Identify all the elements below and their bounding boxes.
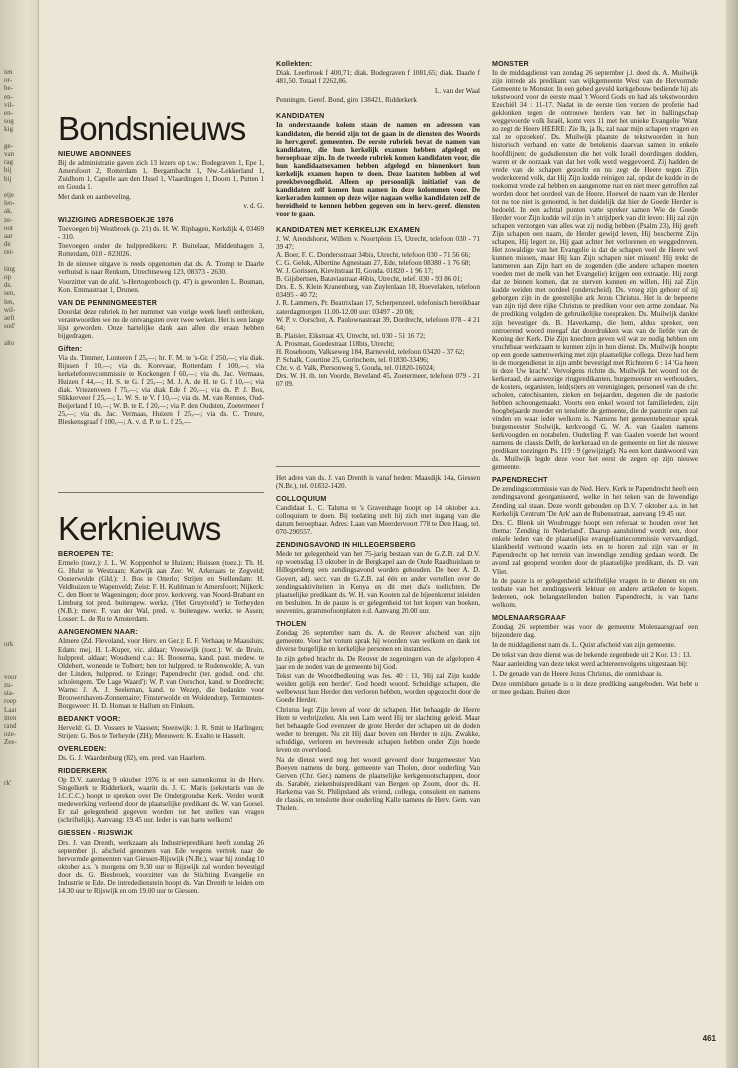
kandidaat-entry: B. Gijsbertsen, Bataviastraat 46bis, Utrecht, telef. 030 - 93 86 01; <box>276 275 463 284</box>
tholen-heading: THOLEN <box>276 619 307 628</box>
adresboekje-text-3: In de nieuwe uitgave is reeds opgenomen dat ds. A. Tromp te Daarle verhuisd is naar Renkum, Utrechtseweg 123, 08373 - 2630. <box>58 259 264 276</box>
monster-text: In de middagdienst van zondag 26 september j.l. deed ds. A. Muilwijk zijn intrede als predikant van wijkgemeente West van de Hervormde Gemeente te Monster. In een gebed gevuld kerkgebouw bediende hij als tekstwoord voor de eerste maal 't Woord Gods en had als tekstwoorden Ezechiël 34 : 11-17. Nadat in de eerste tien verzen de profetie had geklonken tegen de ontrouwe herders van het in ballingschap weggevoerde volk Israël, komt vers 11 met het unieke Evangelie 'Want zo zegt de Heere HEERE: Zie Ik, ja Ik, zal naar mijn schapen vragen en zal ze opzoeken'. Ds. Muilwijk plaatste de tekstwoorden in hun historisch verband en vatte de betekenis daarvan samen in enkele hoofdlijnen: de godsdiensten die het volk Israël doordingen dodden, waren er de oorzaak van dat het volk werd weggevoerd. Zij hadden de vrede van de schapen gezocht en nu zegt de Heere tegen Zijn wederkerend volk, dat Hij Zijn kudde reinigen zal, opdat de kudde in de toekomst vrede zal hebben en aangenome rust en niet meer getroffen zal worden door het oordeel van de Heere. Hoewel de naam van de Herder tot nu toe niet is genoemd, is het duidelijk dat hier de Goede Herder is bedoeld. In een achttal punten vatte spreker samen Wie de Goede Herder voor Zijn kudde wil zijn in 't strijdperk van dit leven: Hij zal zijn schapen verzorgen van alles wat zij nodig hebben (Psalm 23), Hij geeft Zijn schapen een naam, de Herder gewijd leven, Hij beschermt Zijn schapen, Hij legert ze, Hij gaat achter het verlorenen en weggedreven. Het zowaldige van het Evangelie is dat de schapen veel de Heere wel kunnen missen, maar Hij kan Zijn schapen niet missen! Hij trekt de lammeren aan Zijn hart en de zogenden (die andere schapen moeten voeden met de melk van het Evangelie) krijgen een extraatje. Hij zorgt dat ze binnen komen, dat ze sterven kunnen en willen, Hij zal Zijn kudde weiden met oordeel (onderscheid). Ds. vroeg zijn gehoor of zij geborgen zijn in de geestelijke ark Jezus Christus. Het is de bepeerte van zijn tijd dere rijke Christus te prediken voor een arme zondaar. Na de prediking volgden de gebruikelijke toespraken. Ds. Muilwijk dankte zijn bevestiger ds. B. Haverkamp, die hem, aldus spreker, een ontroerend woord meegaf dat doordrukken was van de liefde van de Koning der Kerk. Die Zijn knechten geven wil wat ze nodig hebben om vruchtbaar werkzaam te kunnen zijn in hun dienst. Ds. Muilwijk hoopte op een goede samenwerking met zijn plaatselijke collega. Deze had hem in de morgendienst in zijn ambt bevestigd met Richteren 6 : 14 'Ga heen in deze Uw kracht'. Vervolgens richtte ds. Muilwijk het woord tot de kerkeraad, de aanwezige ringpredikanten, burgemeester en wethouders, de kosters, organisten, leid(st)ers en verenigingen, personeel van de chr. scholen, catechisanten, zieken en bejaarden, degenen die de pastorie hebben schoongemaakt. Voorts een enkel woord tot familieleden, zijn hoogbejaarde moeder en tenslotte de gemeente, die de pastorie open zal vinden en waar ieder welkom is. Namens het gemeentebestuur sprak burgemeester Stolwijk, kerkvoogd G. W. A. van Gaalen namens kerkvoogden en notabelen. Ouderling P. van Gaalen voerde het woord namens de classis Delft, de kerkeraad en de gemeente en liet de nieuwe predikant toezingen Ps. 119 : 9 (gewijzigd). Na een kort dankwoord van ds. Muilwijk legde deze voor het eerst de zegen op zijn nieuwe gemeente. <box>492 69 698 472</box>
molenaarsgraaf-text-4: Naar aanleiding van deze tekst werd achtereenvolgens uitgestaan bij: <box>492 660 688 669</box>
molenaarsgraaf-text-3: De tekst van deze dienst was de bekende zegenbede uit 2 Kor. 13 : 13. <box>492 650 692 659</box>
kandidaat-entry: W. P. v. Oorschot, A. Paulownastraat 39, Dordrecht, telefoon 078 - 4 21 64; <box>276 315 480 332</box>
collecten-sign: L. van der Waal <box>435 86 480 95</box>
collecten-heading: Kollekten: <box>276 60 313 68</box>
kandidaat-entry: B. Plaisier, Eikstraat 43, Utrecht, tel. 030 - 51 16 72; <box>276 331 426 340</box>
middle-lower-column <box>276 474 480 1034</box>
kandidaat-entry: Drs. W. H. th. ten Voorde, Beveland 45, Zoetermeer, telefoon 079 - 21 07 09. <box>276 371 480 388</box>
bedankt-text: Herveld: G. D. Vossers te Vaassen; Steenwijk: J. R. Smit te Harlingen; Strijen: G. Bos te Terheyde (ZH); Meeuwen: K. Exalto te Hasselt. <box>58 723 264 740</box>
kandidaat-entry: C. G. Geluk, Albertine Agnestaan 27, Ede, telefoon 08380 - 1 76 68; <box>276 259 471 268</box>
kandidaten-list <box>276 235 480 388</box>
papendrecht-text-2: Drs. C. Blenk uit Woubrugge hoopt een referaat te houden over het thema: 'Zending in Nederland'. Daarop aansluitend wordt een, door enkele leden van de plaatselijke evangelisatiecommissie vervaardigd, klankbeeld vertoond waarin iets en te horen zal zijn van er in Papendrecht op het terrein van inwendige zending gedaan wordt. De avond zal geopend worden door de plaatselijke predikant, ds. D. van Vliet. <box>492 519 698 576</box>
giessen-heading: GIESSEN - RIJSWIJK <box>58 829 133 838</box>
kandidaten-column <box>276 60 480 460</box>
zending-text: Mede ter gelegenheid van het 75-jarig bestaan van de G.Z.B. zal D.V. op woensdag 13 oktober in de Bergkapel aan de Oude Raadhuislaan te Hillegersberg een zendingsavond worden gehouden. De heer A. D. Goyert, adj. secr. van de G.Z.B. zal één en ander vertellen over de zendingsaktiviteiten in Kenya en dit met dia's toelichten. De plaatselijke predikant ds. W. H. van Kooten zal de bijeenkomst inleiden en besluiten. In de pauze is er gelegenheid tot het kopen van boeken, souvenirs, grammofoonplaten e.d. Aanvang 20.00 uur. <box>276 550 480 615</box>
tholen-text-2: In zijn gebed bracht ds. De Reuver de zegeningen van de afgelopen 4 jaar en de noden van de gemeente bij God. <box>276 654 480 671</box>
monster-heading: MONSTER <box>492 60 529 68</box>
page-spine <box>0 0 39 1068</box>
bondsnieuws-column <box>58 112 264 490</box>
page-number: 461 <box>702 1034 716 1043</box>
papendrecht-text-3: In de pauze is er gelegenheid schriftelijke vragen in te dienen en om tenbate van het zendingswerk lektuur en andere artikelen te kopen. Iedereen, ook belangstellenden buiten Papendrecht, is van harte welkom. <box>492 577 698 610</box>
abonnees-thanks: Met dank en aanbeveling. <box>58 192 132 201</box>
giften-text: Via ds. Timmer, Lunteren f 25,—; hr. F. M. te 's-Gr. f 250,—; via diak. Rijssen f 10,—; via ds. Korevaar, Rotterdam f 100,—; via kerkelefoonvcommissie te Kockengen f 60,—; via ds. Jac. Vermaas, Huizen f 44,—; H. S. te G. f 25,—; M. J. A. de H. te G. f 10,—; via diak. Vriezenveen f 75,—; via diak Ede f 20,—; via ds. P. J. Bos, Slikkerveer f 25,—; L. W. S. te V. f 10,—; via ds. M. van Rennes, Oud-Beijerland f 10,—; W. B. te E. f 20,—; via P. den Oudsten, Zoetermeer f 25,—; via ds. Jac. Vermaas, Huizen f 25,—; via ds. C. Treure, Bleskensgraaf f 100,—; A. v. d. P. te L. f 25,— <box>58 354 264 427</box>
papendrecht-heading: PAPENDRECHT <box>492 476 548 485</box>
kerknieuws-title: Kerknieuws <box>58 512 221 547</box>
zending-heading: ZENDINGSAVOND IN HILLEGERSBERG <box>276 541 416 550</box>
kandidaat-entry: J. R. Lammers, Pr. Beatrixlaan 17, Scherpenzeel, telefonisch bereikbaar zaterdagmorgen 11.00-12.00 uur: 03497 - 20 08; <box>276 299 480 316</box>
bondsnieuws-title: Bondsnieuws <box>58 112 246 147</box>
aangenomen-text: Almere (Zd. Flevoland, voor Herv. en Ger.): E. F. Verhaaq te Maassluis; Edam: mej. H. I.-Kuper, vic. aldaar; Vreeswijk (toez.): W. de Bruin, hulppred. aldaar; Woudsend c.a.: H. Boosema, kand. past. medew. te Oldebert, wonende te Tolbert; ben tot hulppred. te Rodenwolde; A. van der Linden, hulppred. te Ezinge; Papendrecht (ter. godsd. ond. chr. scholengem. 'De Lage Waard'): W. P. van Oorschot, kand. te Dordrecht; Warns: J. A. J. Seeleman, kand. te Wezep, die bedankte voor Brouwershaven-Zonnemaire; Finsterwolde en Woldendorp, Termunten-Borgsweer: H. D. Homan te Hallum en Finkum. <box>58 637 264 710</box>
kandidaat-entry: J. W. Arendshorst, Willem v. Noortplein 15, Utrecht, telefoon 030 - 71 39 47; <box>276 235 480 252</box>
molenaarsgraaf-text-5: 1. De genade van de Heere Jezus Christus, die onmisbaar is. <box>492 669 663 678</box>
adresboekje-text-2: Toevoegen onder de hulppredikers: P. Buitelaar, Middenhagen 3, Rotterdam, 010 - 823026. <box>58 242 264 259</box>
kandidaat-entry: A. Boer, F. C. Dondersstraat 34bis, Utrecht, telefoon 030 - 71 56 66; <box>276 251 471 260</box>
ridderkerk-text: Op D.V. zaterdag 9 oktober 1976 is er een samenkomst in de Herv. Singelkerk te Ridderkerk, waarin ds. J. C. Maris (sekretaris van de I.C.C.C.) hoopt te spreken over De Ondergrondse Kerk. Verder wordt medewerking verleend door de plaatselijke predikant ds. W. van Gorsel. Er zal gelegenheid gegeven worden tot het stellen van vragen (schriftelijk). Aanvang: 19.45 uur. Ieder is van harte welkom! <box>58 776 264 825</box>
section-divider-middle <box>276 466 480 467</box>
giften-heading: Giften: <box>58 344 83 353</box>
kandidaat-entry: Chr. v. d. Valk, Piersonweg 5, Gouda, tel. 01820-16024; <box>276 363 435 372</box>
beroepen-text: Ermelo (toez.): J. L. W. Koppenhol te Huizen; Huissen (toez.): Th. H. G. Hulst te Westzaan; Katwijk aan Zee: W. Arkeraats te Zegveld; Oosterwolde (Gld.): J. Bos te Otterlo; Strijen en Stellendam: H. Veldhuizen te Wapenveld; Zeist: F. H. Kuhlman te Amersfoort; Nijkerk: C. den Boer te Wageningen; door prov. kerkverg. van Noord-Brabant en Limburg tot pred. buitengew. werkz. ('Het Gruytveld') te Terheyden (N.B.): mevr. F. van der Wal, pred. v. buitengew. werkz. te Assen; Losser: L. de Ru te Amsterdam. <box>58 559 264 624</box>
adresboekje-text-4: Voorzitter van de afd. 's-Hertogenbosch (p. 47) is geworden L. Bosman, Kon. Emmastraat 1, Drunen. <box>58 277 264 294</box>
right-column <box>492 60 698 1032</box>
abonnees-text: Bij de administratie gaven zich 13 lezers op t.w.: Bodegraven 1, Epe 1, Amersfoort 2, Rotterdam 1, Bergambacht 1, Nw.-Lekkerland 1, Zuidhorn 1, Capelle aan den IJssel 1, Vlaardingen 1, Doorn 1, Putten 1 en Gouda 1. <box>58 159 264 192</box>
kandidaat-entry: P. Schalk, Courtine 25, Gorinchem, tel. 01830-33496; <box>276 355 429 364</box>
page-right-edge <box>726 0 738 1068</box>
kandidaten-examen-heading: KANDIDATEN MET KERKELIJK EXAMEN <box>276 226 421 235</box>
adresboekje-text-1: Toevoegen bij Westbroek (p. 21) ds. H. W. Riphagen, Kerkdijk 4, 03469 - 310. <box>58 224 264 241</box>
bedankt-heading: BEDANKT VOOR: <box>58 714 121 723</box>
tholen-text-5: Na de dienst werd nog het woord gevoerd door burgemeester Van Boeyen namens de burg. gemeente van Tholen, door ouderling Van Gerven (Chr. Ger.) namens de plaatselijke kerkgenootschappen, door ds. Sarabèr, ziekenhuispredikant van Bergen op Zoom, door ds. H. Harkema van St. Philipsland als vriend, collega, consulent en namens de classis, en tenslotte door ouderling Kalle namens de Herv. Gem. van Tholen. <box>276 755 480 813</box>
ridderkerk-heading: RIDDERKERK <box>58 767 108 776</box>
aangenomen-heading: AANGENOMEN NAAR: <box>58 628 139 637</box>
spine-fragment-bottom: ork voor zu- sta- roep Laat itten rand oze- Zee- rk' <box>4 640 17 788</box>
giessen-text: Drs. J. van Drenth, werkzaam als Industriepredikant heeft zondag 26 september jl. afscheid genomen van Ede wegens vertrek naar de hervormde gemeenten van Giessen-Rijswijk (N.Br.), waar hij zondag 10 oktober a.s. 's morgens om 9.30 uur te Rijswijk zal worden bevestigd door ds. G. Biesbroek, voorzitter van de Stichting Evangelie en Industrie te Ede. De intrededienstein hoopt ds. Van Drenth te leiden om 14.30 uur te Rijswijk en om 19.00 uur te Giessen. <box>58 838 264 895</box>
kandidaat-entry: H. Roseboom, Valkseweg 184, Barneveld, telefoon 03420 - 37 62; <box>276 347 465 356</box>
overleden-text: Ds. G. J. Waardenburg (82), em. pred. van Haarlem. <box>58 754 206 763</box>
collecten-address: Penningm. Geref. Bond, giro 138421, Ridderkerk <box>276 96 417 105</box>
tholen-text-3: Tekst van de Woordbediening was Jes. 40 : 11, 'Hij zal Zijn kudde weiden gelijk een herder'. God hoedt woord. Schuldige schapen, die welbewust hun Herder den verloren hebben, worden opgezocht door de Goede Herder. <box>276 672 480 705</box>
penningmeester-heading: VAN DE PENNINGMEESTER <box>58 298 158 307</box>
giessen-address: Het adres van ds. J. van Drenth is vanaf heden: Maasdijk 14a, Giessen (N.Br.), tel. 01832-1420. <box>276 474 480 491</box>
kerknieuws-column <box>58 512 264 1032</box>
spine-fragment-top: ien or- be- en- vil- en- sog kig ge- van rag bij bij etje leo- ak. ze- oot aar de rer- ting op ds. sen, len, wil- aeft sod' alto <box>4 68 16 347</box>
molenaarsgraaf-text-1: Zondag 26 september was voor de gemeente Molenaarsgraaf een bijzondere dag. <box>492 623 698 640</box>
adresboekje-heading: WIJZIGING ADRESBOEKJE 1976 <box>58 215 174 224</box>
molenaarsgraaf-text-6: Deze onmisbare genade is u in deze prediking aangeboden. Wat hebt u er mee gedaan. Buiten deze <box>492 679 698 696</box>
papendrecht-text-1: De zendingscommissie van de Ned. Herv. Kerk te Papendrecht heeft een zendingsavond georganiseerd, welke in het teken van de Inwendige Zending zal staan. Deze wordt gehouden op D.V. 7 oktober a.s. in het Kerkelijk Centrum 'De Ark' aan de Rubensstraat, aanvang 19.45 uur. <box>492 485 698 518</box>
abonnees-heading: NIEUWE ABONNEES <box>58 150 132 158</box>
abonnees-sign: v. d. G. <box>243 202 264 211</box>
molenaarsgraaf-text-2: In de middagdienst nam ds. L. Quist afscheid van zijn gemeente. <box>492 641 676 650</box>
molenaarsgraaf-heading: MOLENAARSGRAAF <box>492 614 566 623</box>
section-divider-left <box>58 492 264 493</box>
kandidaat-entry: Drs. E. S. Klein Kranenburg, van Zuylenlaan 18, Hoevelaken, telefoon 03495 - 40 72; <box>276 283 480 300</box>
penningmeester-text: Doordat deze rubriek in het nummer van vorige week heeft ontbroken, verantwoorden we nu de ontvangsten over twee weken. Het is een lange lijst geworden. Onze hartelijke dank aan allen die eraan hebben bijgedragen. <box>58 307 264 340</box>
colloquium-text: Candidaat L. C. Talsma te 's Gravenhage hoopt op 14 oktober a.s. colloquium te doen. Bij toelating stelt hij zich met ingang van die datum beroepbaar. Adres: Laan van Meerdervoort 778 te Den Haag, tel. 070-290557. <box>276 504 480 537</box>
kandidaat-entry: W. J. Gorissen, Kievitstraat II, Gouda. 01820 - 1 96 17; <box>276 267 434 276</box>
beroepen-heading: BEROEPEN TE: <box>58 550 114 558</box>
kandidaat-entry: A. Prosman, Goedestraat 118bis, Utrecht; <box>276 339 395 348</box>
kandidaten-heading: KANDIDATEN <box>276 112 325 121</box>
overleden-heading: OVERLEDEN: <box>58 745 107 754</box>
kandidaten-intro: In onderstaande kolom staan de namen en adressen van kandidaten, die bereid zijn tot de gaan in de diensten des Woords in herv.geref. gemeenten. De eerste rubriek bevat de namen van kandidaten, die hun kerkelijk examen hebben afgelegd en beroepbaar zijn. In de tweede rubriek komen kandidaten voor, die hun kandidaatsexamen hebben afgelegd en binnenkort hun kerkelijk examen hopen te doen. Deze laatsten hebben al wel preekbevoegdheid. Alleen op persoonlijk initiatief van de kandidaten zelf komen hun namen in deze kolommen voor. De kerkeraden kunnen op deze wijze nagaan welke kandidaten zelf de bereidheid te kennen hebben gegeven om in herv.-geref. diensten voor te gaan. <box>276 121 480 218</box>
collecten-text: Diak. Leerbroek f 400,71; diak. Bodegraven f 1081,65; diak. Daarle f 481,50. Totaal f 2262,86. <box>276 69 480 86</box>
tholen-text-4: Christus legt Zijn leven af voor de schapen. Het behaagde de Heere Hem te verbrijzelen. Als een Lam werd Hij ter slachting geleid. Maar het behaagde God evenzeer de grote Herder der schapen uit de doden weder te brengen. Nu zit Hij daar boven om Herder te zijn. Zwakke, schuldige, verloren en bevreesde schapen hebben onder Zijn hoede leven en overvloed. <box>276 706 480 755</box>
tholen-text-1: Zondag 26 september nam ds. A. de Reuver afscheid van zijn gemeente. Voor het votum sprak hij woorden van welkom en dank tot diverse burgelijke en kerkelijke personen en instanties. <box>276 628 480 653</box>
colloquium-heading: COLLOQUIUM <box>276 495 327 504</box>
